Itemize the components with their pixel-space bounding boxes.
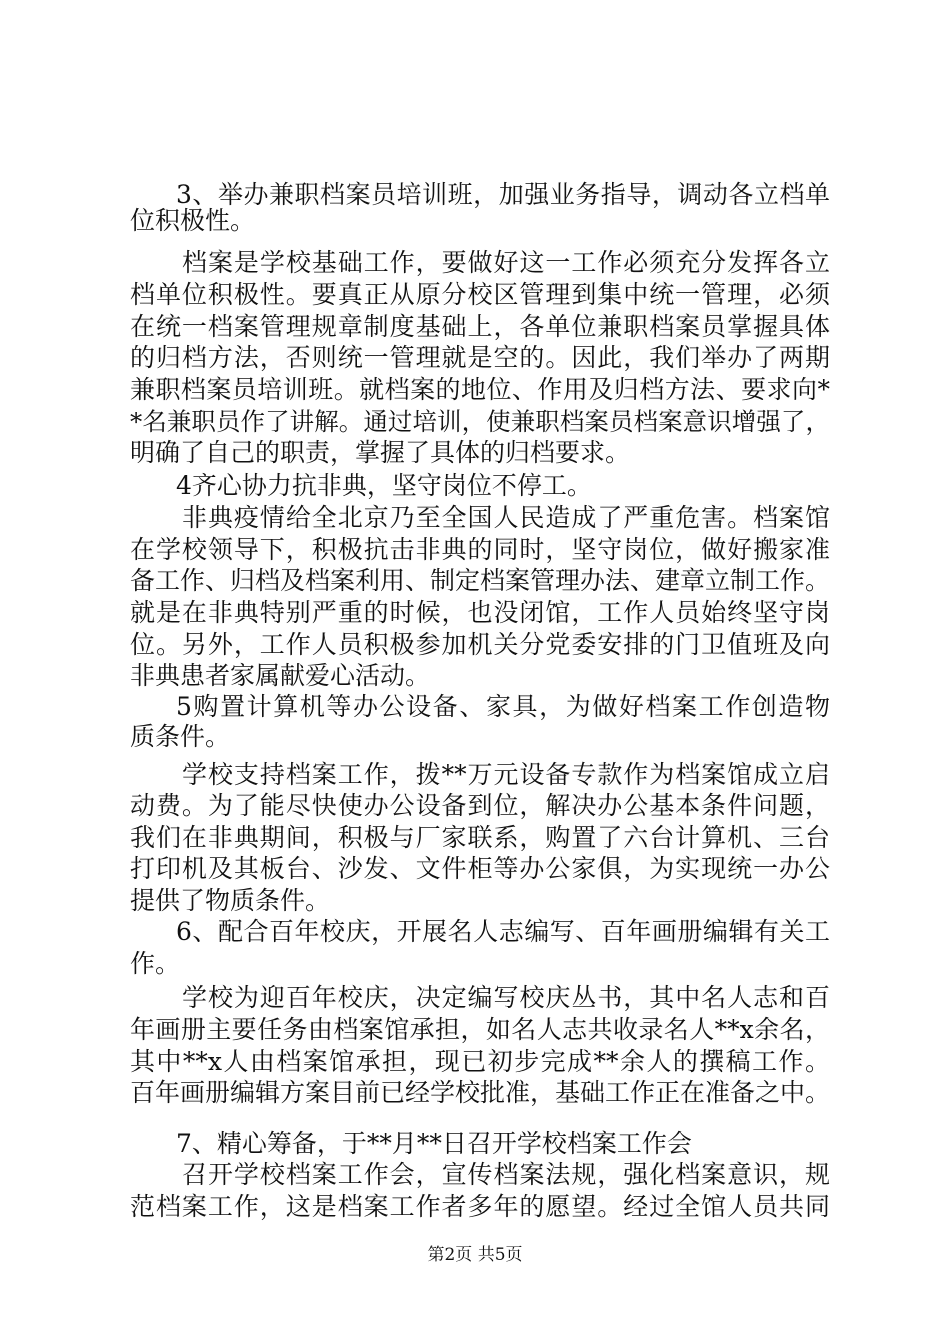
paragraph-line: 提供了物质条件。 [130,886,331,915]
paragraph-line: 明确了自己的职责，掌握了具体的归档要求。 [130,438,631,467]
paragraph-line: 我们在非典期间，积极与厂家联系，购置了六台计算机、三台 [130,823,830,852]
heading-4: 4齐心协力抗非典，坚守岗位不停工。 [176,471,592,500]
paragraph-line: 备工作、归档及档案利用、制定档案管理办法、建章立制工作。 [130,566,831,595]
paragraph-line: 在学校领导下，积极抗击非典的同时，坚守岗位，做好搬家准 [130,535,830,564]
paragraph-line: 召开学校档案工作会，宣传档案法规，强化档案意识，规 [182,1160,830,1189]
paragraph-line: 打印机及其板台、沙发、文件柜等办公家俱，为实现统一办公 [130,854,830,883]
paragraph-line: 非典患者家属献爱心活动。 [130,661,431,690]
paragraph-line: 非典疫情给全北京乃至全国人民造成了严重危害。档案馆 [182,503,830,532]
heading-6-line-2: 作。 [130,949,181,978]
paragraph-line: *名兼职员作了讲解。通过培训，使兼职档案员档案意识增强了， [130,407,830,436]
paragraph-line: 学校支持档案工作，拨**万元设备专款作为档案馆成立启 [182,760,830,789]
paragraph-line: 就是在非典特别严重的时候，也没闭馆，工作人员始终坚守岗 [130,598,830,627]
paragraph-line: 年画册主要任务由档案馆承担，如名人志共收录名人**x余名， [130,1015,830,1044]
heading-3-line-1: 3、举办兼职档案员培训班，加强业务指导，调动各立档单 [176,180,830,209]
paragraph-line: 兼职档案员培训班。就档案的地位、作用及归档方法、要求向* [130,375,830,404]
paragraph-line: 的归档方法，否则统一管理就是空的。因此，我们举办了两期 [130,343,830,372]
heading-3-line-2: 位积极性。 [130,206,256,235]
heading-7: 7、精心筹备，于**月**日召开学校档案工作会 [176,1129,692,1158]
paragraph-line: 学校为迎百年校庆，决定编写校庆丛书，其中名人志和百 [182,983,830,1012]
heading-5-line-2: 质条件。 [130,722,231,751]
paragraph-line: 位。另外，工作人员积极参加机关分党委安排的门卫值班及向 [130,630,830,659]
paragraph-line: 档单位积极性。要真正从原分校区管理到集中统一管理，必须 [130,280,830,309]
paragraph-line: 档案是学校基础工作，要做好这一工作必须充分发挥各立 [182,248,830,277]
page-number-footer: 第2页 共5页 [427,1245,523,1265]
paragraph-line: 在统一档案管理规章制度基础上，各单位兼职档案员掌握具体 [130,312,830,341]
paragraph-line: 其中**x人由档案馆承担，现已初步完成**余人的撰稿工作。 [130,1047,830,1076]
paragraph-line: 范档案工作，这是档案工作者多年的愿望。经过全馆人员共同 [130,1192,830,1221]
paragraph-line: 百年画册编辑方案目前已经学校批准，基础工作正在准备之中。 [130,1078,831,1107]
paragraph-line: 动费。为了能尽快使办公设备到位，解决办公基本条件问题， [130,791,830,820]
heading-6-line-1: 6、配合百年校庆，开展名人志编写、百年画册编辑有关工 [176,917,830,946]
heading-5-line-1: 5购置计算机等办公设备、家具，为做好档案工作创造物 [176,692,830,721]
